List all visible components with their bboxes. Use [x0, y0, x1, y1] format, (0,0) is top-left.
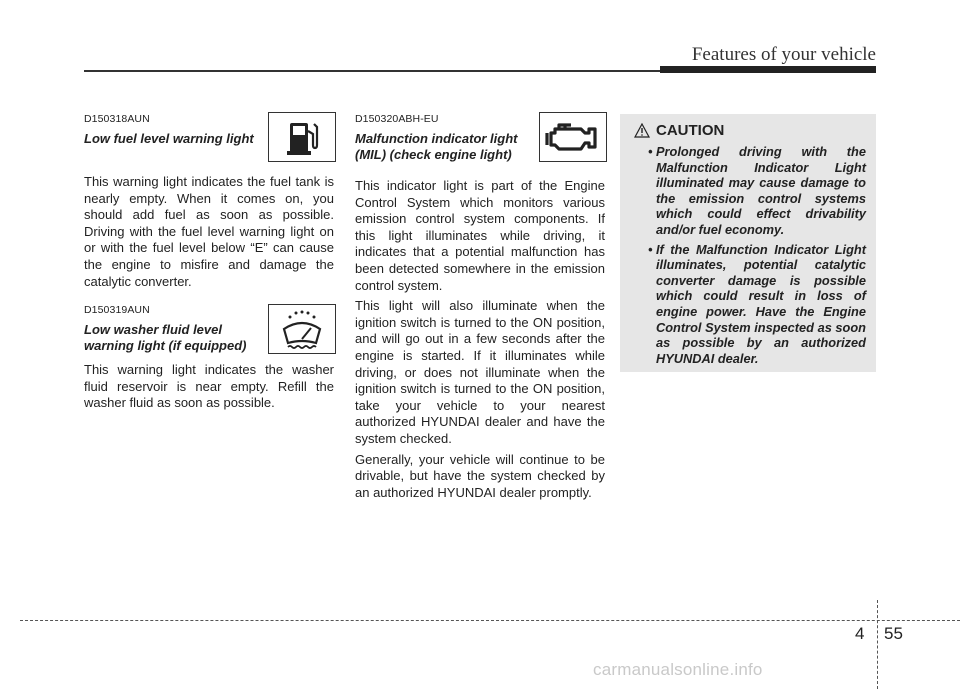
- section-title: Features of your vehicle: [691, 44, 876, 65]
- header-rule-accent: [660, 66, 876, 73]
- caution-list: [620, 144, 876, 366]
- section-title-washer-1: Low washer fluid level: [84, 322, 222, 337]
- watermark: carmanualsonline.info: [593, 660, 763, 679]
- section-code: D150318AUN: [84, 113, 150, 125]
- caution-item: • Prolonged driving with the Malfunction Indicator Light illuminated may cause damage to the emission control systems which could effect drivability and/or fuel economy.: [648, 144, 866, 237]
- fuel-body-wrap: [84, 174, 334, 294]
- section-code: D150319AUN: [84, 304, 150, 316]
- warning-triangle-icon: [634, 123, 650, 138]
- caution-item: • If the Malfunction Indicator Light illuminates, potential catalytic converter damage is possible which could result in loss of engine power. Have the Engine Control System inspected as soon as possible by an authorized HYUNDAI dealer.: [648, 241, 866, 366]
- section-title-washer-2: warning light (if equipped): [84, 338, 247, 353]
- mil-text-3: Generally, your vehicle will continue to be drivable, but have the system checked by an authorized HYUNDAI dealer promptly.: [355, 451, 605, 500]
- section-title-mil-1: Malfunction indicator light: [355, 131, 518, 146]
- mil-body: [355, 178, 605, 505]
- washer-body-wrap: [84, 362, 334, 416]
- washer-fluid-icon: [280, 309, 324, 349]
- footer-divider: [877, 600, 878, 689]
- section-title-mil-2: (MIL) (check engine light): [355, 147, 512, 162]
- mil-text-1: This indicator light is part of the Engine Control System which monitors various emission control system components. If this light illuminates while driving, it indicates that a potential malfunction has been detected somewhere in the emission control system.: [355, 178, 605, 293]
- fuel-icon-box: [268, 112, 336, 162]
- caution-header: [634, 122, 876, 139]
- section-title-fuel: Low fuel level warning light: [84, 131, 254, 146]
- caution-title: CAUTION: [656, 122, 725, 139]
- caution-box: [620, 114, 876, 372]
- fuel-warning-text: This warning light indicates the fuel tank is nearly empty. When it comes on, you should add fuel as soon as possible. Driving with the fuel level warning light on or with the fuel level below “E” can cause the engine to misfire and damage the catalytic converter.: [84, 174, 334, 289]
- fuel-pump-icon: [282, 117, 322, 157]
- washer-icon-box: [268, 304, 336, 354]
- check-engine-icon: [545, 119, 601, 155]
- footer-rule: [20, 620, 960, 621]
- section-code: D150320ABH-EU: [355, 113, 439, 125]
- chapter-number: 4: [855, 624, 865, 643]
- washer-warning-text: This warning light indicates the washer fluid reservoir is near empty. Refill the washer fluid as soon as possible.: [84, 362, 334, 411]
- page-number: 55: [884, 624, 903, 643]
- mil-text-2: This light will also illuminate when the ignition switch is turned to the ON position, and will go out in a few seconds after the engine is started. If it illuminates while driving, or does not illuminate when the ignition switch is turned to the ON position, take your vehicle to your nearest authorized HYUNDAI dealer and have the system checked.: [355, 298, 605, 446]
- mil-icon-box: [539, 112, 607, 162]
